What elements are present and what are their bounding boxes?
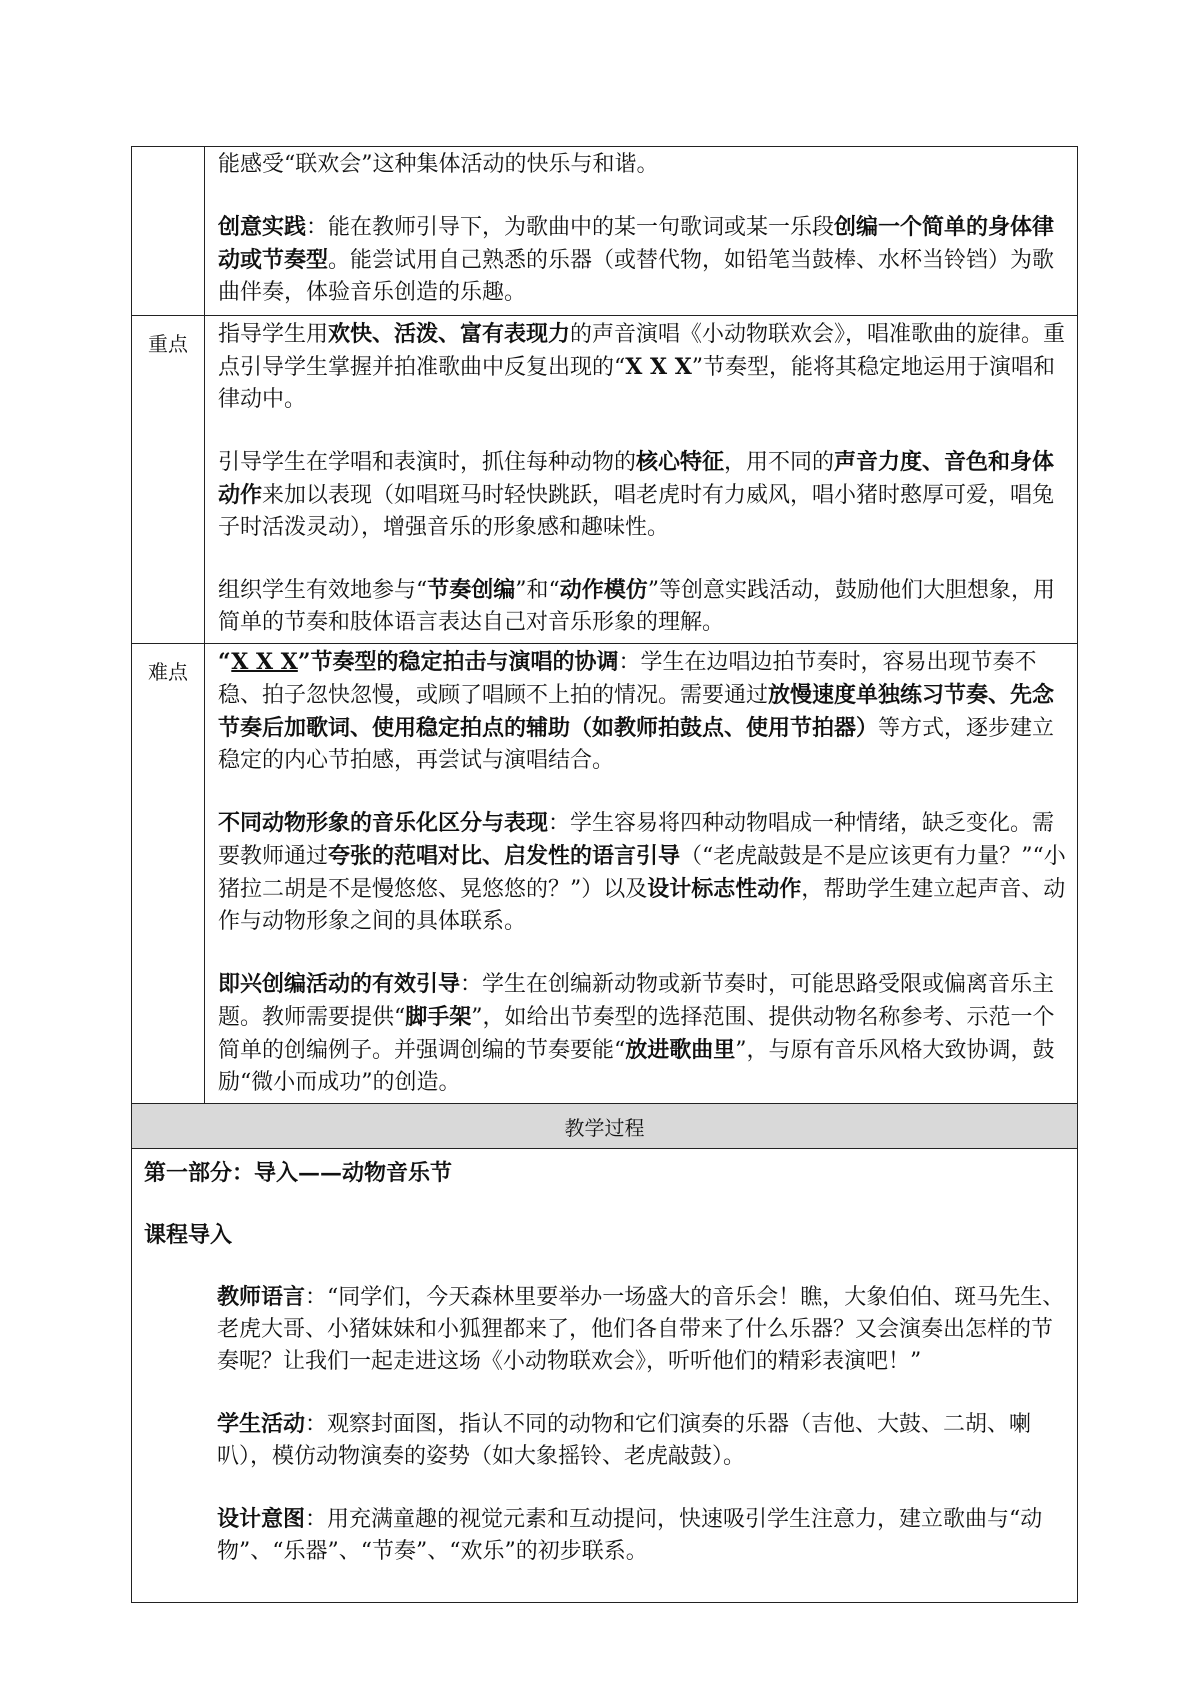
teacher-language: 教师语言：“同学们，今天森林里要举办一场盛大的音乐会！瞧，大象伯伯、斑马先生、老虎大哥、小猪妹妹和小狐狸都来了，他们各自带来了什么乐器？又会演奏出怎样的节奏呢？让我们一起走进这场《小动物联欢会》，听听他们的精彩表演吧！”	[217, 1284, 1065, 1374]
difficult-paragraph-3: 即兴创编活动的有效引导：学生在创编新动物或新节奏时，可能思路受限或偏离音乐主题。教师需要提供“脚手架”，如给出节奏型的选择范围、提供动物名称参考、示范一个简单的创编例子。并强调创编的节奏要能“放进歌曲里”，与原有音乐风格大致协调，鼓励“微小而成功”的创造。	[218, 971, 1055, 1095]
goals-content	[205, 147, 1078, 316]
student-activity: 学生活动：观察封面图，指认不同的动物和它们演奏的乐器（吉他、大鼓、二胡、喇叭），模仿动物演奏的姿势（如大象摇铃、老虎敲鼓）。	[217, 1411, 1032, 1469]
key-paragraph-2: 引导学生在学唱和表演时，抓住每种动物的核心特征，用不同的声音力度、音色和身体动作来加以表现（如唱斑马时轻快跳跃，唱老虎时有力威风，唱小猪时憨厚可爱，唱兔子时活泼灵动），增强音乐的形象感和趣味性。	[218, 449, 1055, 540]
goals-paragraph-2: 创意实践：能在教师引导下，为歌曲中的某一句歌词或某一乐段创编一个简单的身体律动或节奏型。能尝试用自己熟悉的乐器（或替代物，如铅笔当鼓棒、水杯当铃铛）为歌曲伴奏，体验音乐创造的乐趣。	[218, 214, 1055, 305]
row-process-content	[132, 1149, 1078, 1603]
process-content	[132, 1149, 1078, 1603]
difficult-paragraph-2: 不同动物形象的音乐化区分与表现：学生容易将四种动物唱成一种情绪，缺乏变化。需要教师通过夸张的范唱对比、启发性的语言引导（“老虎敲鼓是不是应该更有力量？”“小猪拉二胡是不是慢悠悠、晃悠悠的？”）以及设计标志性动作，帮助学生建立起声音、动作与动物形象之间的具体联系。	[218, 810, 1066, 934]
process-header: 教学过程	[132, 1104, 1078, 1149]
row-key-points	[132, 316, 1078, 644]
key-points-content	[205, 316, 1078, 644]
design-intent: 设计意图：用充满童趣的视觉元素和互动提问，快速吸引学生注意力，建立歌曲与“动物”、“乐器”、“节奏”、“欢乐”的初步联系。	[217, 1506, 1043, 1564]
goals-paragraph-1: 能感受“联欢会”这种集体活动的快乐与和谐。	[218, 152, 659, 177]
part-title: 第一部分：导入——动物音乐节	[144, 1160, 453, 1186]
key-paragraph-1: 指导学生用欢快、活泼、富有表现力的声音演唱《小动物联欢会》，唱准歌曲的旋律。重点引导学生掌握并拍准歌曲中反复出现的“X X X”节奏型，能将其稳定地运用于演唱和律动中。	[218, 321, 1066, 412]
creative-practice-label: 创意实践	[218, 214, 307, 240]
label-cell-empty	[132, 147, 205, 316]
row-process-header	[132, 1104, 1078, 1149]
key-points-label: 重点	[148, 332, 188, 356]
row-difficult-points	[132, 644, 1078, 1104]
lesson-plan-table	[131, 146, 1078, 1603]
difficult-points-content	[205, 644, 1078, 1104]
sub-title: 课程导入	[144, 1222, 233, 1248]
row-goals	[132, 147, 1078, 316]
difficult-paragraph-1: “X X X”节奏型的稳定拍击与演唱的协调：学生在边唱边拍节奏时，容易出现节奏不稳、拍子忽快忽慢，或顾了唱顾不上拍的情况。需要通过放慢速度单独练习节奏、先念节奏后加歌词、使用稳定拍点的辅助（如教师拍鼓点、使用节拍器）等方式，逐步建立稳定的内心节拍感，再尝试与演唱结合。	[218, 649, 1055, 773]
difficult-points-label: 难点	[148, 660, 188, 684]
key-paragraph-3: 组织学生有效地参与“节奏创编”和“动作模仿”等创意实践活动，鼓励他们大胆想象，用简单的节奏和肢体语言表达自己对音乐形象的理解。	[218, 577, 1056, 635]
